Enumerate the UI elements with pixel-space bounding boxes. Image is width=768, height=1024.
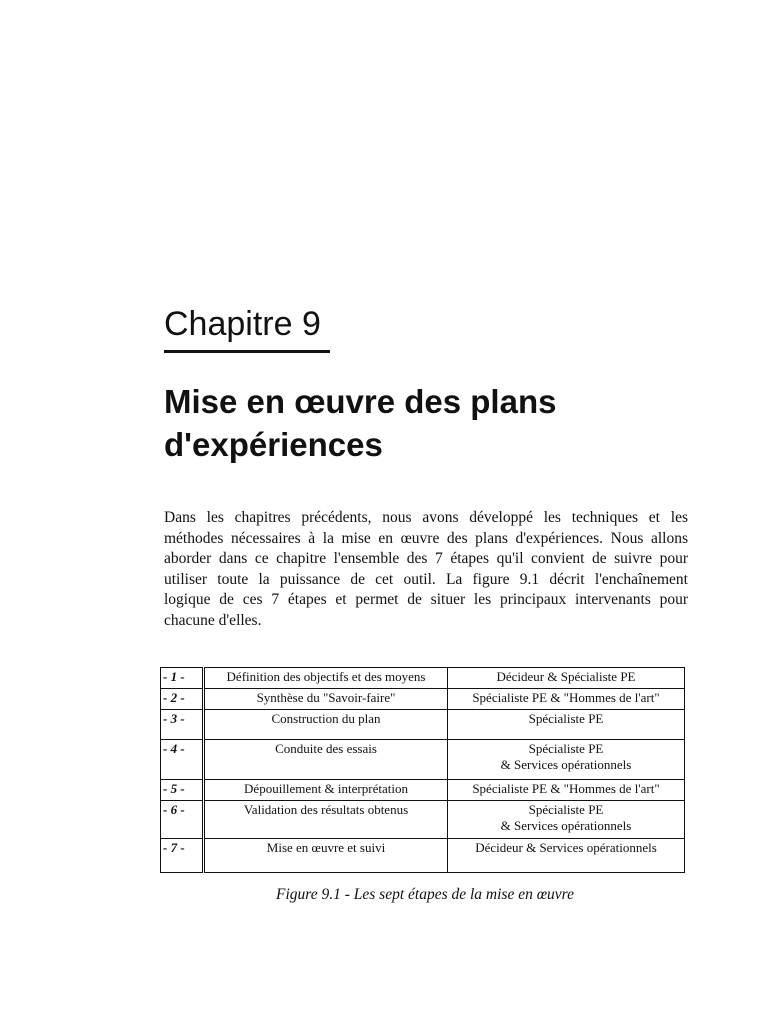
step-actors — [448, 689, 685, 710]
intro-line: Dans les chapitres précédents, nous avons développé les techniques et les — [164, 509, 688, 526]
step-actors — [448, 839, 685, 873]
step-actor-line: & Services opérationnels — [500, 818, 632, 833]
step-actor-line: Décideur & Spécialiste PE — [496, 669, 636, 684]
step-number: - 5 - — [161, 780, 204, 801]
table-row — [161, 740, 685, 780]
chapter-title — [164, 380, 704, 466]
step-actor-line: Spécialiste PE & "Hommes de l'art" — [472, 690, 660, 705]
step-actors — [448, 668, 685, 689]
step-actor-line: Spécialiste PE & "Hommes de l'art" — [472, 781, 660, 796]
chapter-underline — [164, 350, 330, 353]
step-description: Validation des résultats obtenus — [204, 801, 448, 839]
step-description: Synthèse du "Savoir-faire" — [204, 689, 448, 710]
figure-caption: Figure 9.1 - Les sept étapes de la mise en œuvre — [275, 886, 575, 903]
step-description: Définition des objectifs et des moyens — [204, 668, 448, 689]
step-description: Dépouillement & interprétation — [204, 780, 448, 801]
steps-table — [160, 667, 685, 873]
intro-paragraph — [164, 508, 688, 632]
chapter-title-line: Mise en œuvre des plans — [164, 383, 557, 420]
table-row — [161, 780, 685, 801]
step-actor-line: Spécialiste PE — [528, 741, 604, 756]
step-actors — [448, 801, 685, 839]
table-row — [161, 839, 685, 873]
table-row — [161, 689, 685, 710]
intro-line: logique de ces 7 étapes et permet de situer les principaux intervenants pour — [164, 591, 688, 609]
chapter-title-line: d'expériences — [164, 426, 383, 463]
step-actor-line: Spécialiste PE — [528, 711, 604, 726]
intro-line: utiliser toute la puissance de cet outil. La figure 9.1 décrit l'enchaînement — [164, 570, 688, 588]
intro-line: chacune d'elles. — [164, 611, 262, 629]
step-actors — [448, 780, 685, 801]
chapter-label: Chapitre 9 — [164, 305, 321, 343]
step-actor-line: Spécialiste PE — [528, 802, 604, 817]
step-number: - 1 - — [161, 668, 204, 689]
step-description: Mise en œuvre et suivi — [204, 839, 448, 873]
step-description: Conduite des essais — [204, 740, 448, 780]
table-row — [161, 710, 685, 740]
step-number: - 2 - — [161, 689, 204, 710]
step-number: - 4 - — [161, 740, 204, 780]
step-description: Construction du plan — [204, 710, 448, 740]
step-number: - 3 - — [161, 710, 204, 740]
step-number: - 7 - — [161, 839, 204, 873]
table-row — [161, 668, 685, 689]
step-actor-line: Décideur & Services opérationnels — [475, 840, 657, 855]
table-row — [161, 801, 685, 839]
intro-line: méthodes nécessaires à la mise en œuvre des plans d'expériences. Nous allons — [164, 529, 688, 547]
intro-line: aborder dans ce chapitre l'ensemble des 7 étapes qu'il convient de suivre pour — [164, 550, 688, 568]
step-actors — [448, 710, 685, 740]
step-actors — [448, 740, 685, 780]
step-number: - 6 - — [161, 801, 204, 839]
step-actor-line: & Services opérationnels — [500, 757, 632, 772]
